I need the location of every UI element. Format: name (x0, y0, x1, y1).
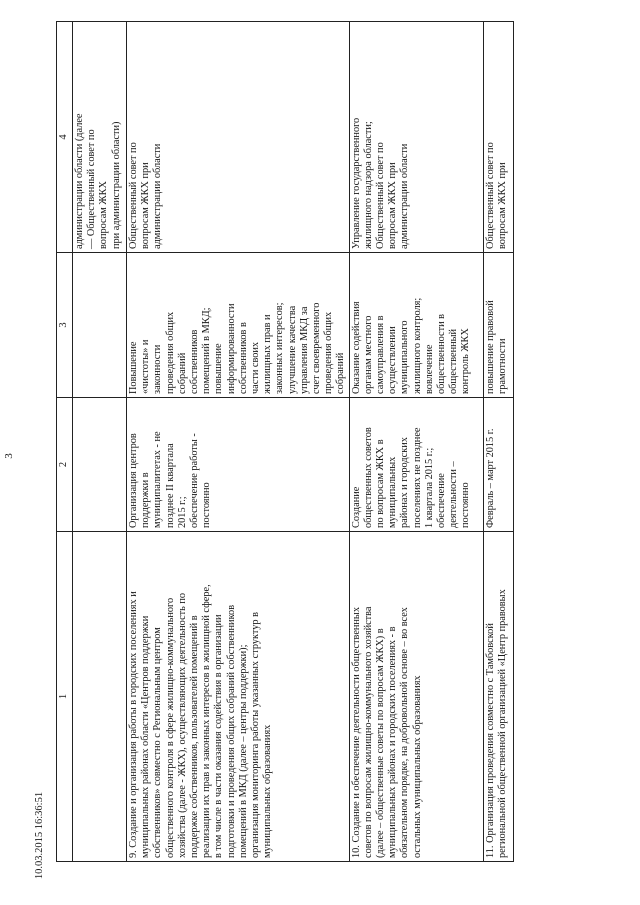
table-row (73, 22, 127, 862)
cell-result: повышение правовой грамотности (483, 253, 513, 398)
table-row (483, 22, 513, 862)
header-col-3: 3 (57, 253, 73, 398)
cell-deadline (73, 398, 127, 532)
cell-responsible: Управление государственного жилищного надзора области; Общественный совет по вопросам ЖКХ при администрации области (349, 22, 483, 253)
cell-responsible: Общественный совет по вопросам ЖКХ при (483, 22, 513, 253)
cell-measure (73, 532, 127, 862)
table-row (127, 22, 350, 862)
plan-table (56, 21, 514, 862)
header-col-2: 2 (57, 398, 73, 532)
print-timestamp: 10.03.2015 16:36:51 (34, 791, 46, 880)
page-number: 3 (2, 453, 15, 459)
cell-deadline: Организация центров поддержки в муниципалитетах - не позднее II квартала 2015 г.; обеспечение работы - постоянно (127, 398, 350, 532)
cell-result (73, 253, 127, 398)
cell-deadline: Февраль – март 2015 г. (483, 398, 513, 532)
rotated-document (56, 22, 580, 862)
cell-measure: 10. Создание и обеспечение деятельности общественных советов по вопросам жилищно-коммунального хозяйства (далее – общественные советы по вопросам ЖКХ) в муниципальных районах и городских поселениях - в обязательном порядке, на добровольной основе – во всех остальных муниципальных образованиях (349, 532, 483, 862)
header-col-1: 1 (57, 532, 73, 862)
header-row (57, 22, 73, 862)
cell-responsible: Общественный совет по вопросам ЖКХ при администрации области (127, 22, 350, 253)
cell-deadline: Создание общественных советов по вопросам ЖКХ в муниципальных районах и городских поселениях не позднее 1 квартала 2015 г.; обеспечение деятельности – постоянно (349, 398, 483, 532)
cell-measure: 11. Организация проведения совместно с Тамбовской региональной общественной организацией «Центр правовых (483, 532, 513, 862)
cell-responsible: администрации области (далее — Общественный совет по вопросам ЖКХ при администрации области) (73, 22, 127, 253)
header-col-4: 4 (57, 22, 73, 253)
table-row (349, 22, 483, 862)
cell-result: Повышение «чистоты» и законности проведения общих собраний собственников помещений в МКД; повышение информированности собственников в части своих жилищных прав и законных интересов; улучшение качества управления МКД за счет своевременного проведения общих собраний (127, 253, 350, 398)
cell-result: Оказание содействия органам местного самоуправления в осуществлении муниципального жилищного контроля; вовлечение общественности в общественный контроль ЖКХ (349, 253, 483, 398)
cell-measure: 9. Создание и организация работы в городских поселениях и муниципальных районах области «Центров поддержки собственников» совместно с Региональным центром общественного контроля в сфере жилищно-коммунального хозяйства (далее - ЖКХ), осуществляющих деятельность по поддержке собственников, пользователей помещений в реализации их прав и законных интересов в жилищной сфере, в том числе в части оказания содействия в организации подготовки и проведения общих собраний собственников помещений в МКД (далее – центры поддержки); организация мониторинга работы указанных структур в муниципальных образованиях (127, 532, 350, 862)
